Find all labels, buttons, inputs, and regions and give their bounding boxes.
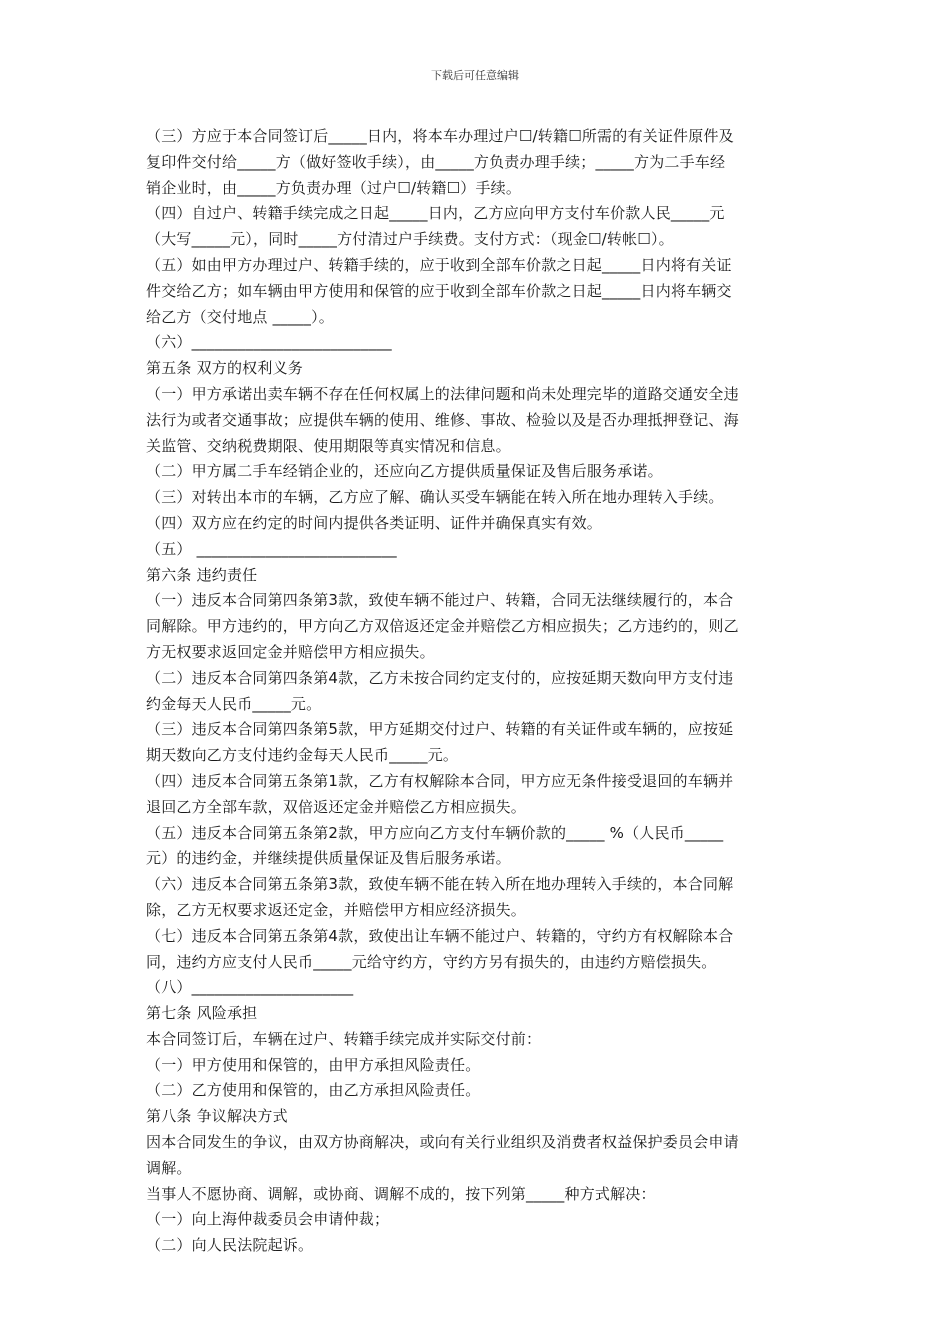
text-line: 销企业时，由_____方负责办理（过户☐/转籍☐）手续。: [146, 178, 522, 197]
text-line: 本合同签订后，车辆在过户、转籍手续完成并实际交付前：: [146, 1029, 542, 1048]
text-line: 除，乙方无权要求返还定金，并赔偿甲方相应经济损失。: [146, 900, 527, 919]
text-line: （六）违反本合同第五条第3款，致使车辆不能在转入所在地办理转入手续的，本合同解: [146, 875, 734, 894]
text-line: 同解除。甲方违约的，甲方向乙方双倍返还定金并赔偿乙方相应损失；乙方违约的，则乙: [146, 617, 739, 636]
text-line: 第八条 争议解决方式: [146, 1107, 288, 1126]
text-line: （四）双方应在约定的时间内提供各类证明、证件并确保真实有效。: [146, 513, 603, 532]
text-line: （六）__________________________: [146, 333, 392, 352]
text-line: 第七条 风险承担: [146, 1004, 258, 1023]
text-line: （一）甲方使用和保管的，由甲方承担风险责任。: [146, 1055, 481, 1074]
text-line: 件交给乙方；如车辆由甲方使用和保管的应于收到全部车价款之日起_____日内将车辆交: [146, 281, 732, 300]
text-line: 退回乙方全部车款，双倍返还定金并赔偿乙方相应损失。: [146, 797, 527, 816]
text-line: （一）向上海仲裁委员会申请仲裁；: [146, 1210, 390, 1229]
text-line: （四）违反本合同第五条第1款，乙方有权解除本合同，甲方应无条件接受退回的车辆并: [146, 771, 734, 790]
text-line: （五） __________________________: [146, 539, 397, 558]
text-line: 因本合同发生的争议，由双方协商解决，或向有关行业组织及消费者权益保护委员会申请: [146, 1133, 739, 1152]
text-line: 元）的违约金，并继续提供质量保证及售后服务承诺。: [146, 849, 511, 868]
text-line: （二）向人民法院起诉。: [146, 1236, 314, 1255]
text-line: 约金每天人民币_____元。: [146, 694, 322, 713]
document-body: [146, 124, 806, 1259]
text-line: 给乙方（交付地点 _____）。: [146, 307, 334, 326]
text-line: 同，违约方应支付人民币_____元给守约方，守约方另有损失的，由违约方赔偿损失。: [146, 952, 717, 971]
text-line: （三）对转出本市的车辆，乙方应了解、确认买受车辆能在转入所在地办理转入手续。: [146, 488, 724, 507]
page-header: 下载后可任意编辑: [431, 69, 519, 82]
text-line: （三）方应于本合同签订后_____日内，将本车办理过户☐/转籍☐所需的有关证件原件及: [146, 127, 734, 145]
text-line: （大写_____元），同时_____方付清过户手续费。支付方式：（现金☐/转帐☐）。: [146, 230, 674, 249]
text-line: 关监管、交纳税费期限、使用期限等真实情况和信息。: [146, 436, 511, 455]
text-line: （二）乙方使用和保管的，由乙方承担风险责任。: [146, 1081, 481, 1100]
text-line: 当事人不愿协商、调解，或协商、调解不成的，按下列第_____种方式解决：: [146, 1184, 656, 1203]
text-line: 第六条 违约责任: [146, 565, 258, 584]
text-line: （二）甲方属二手车经销企业的，还应向乙方提供质量保证及售后服务承诺。: [146, 462, 663, 481]
text-line: 调解。: [146, 1158, 192, 1177]
text-line: 法行为或者交通事故；应提供车辆的使用、维修、事故、检验以及是否办理抵押登记、海: [146, 410, 739, 429]
text-line: 期天数向乙方支付违约金每天人民币_____元。: [146, 746, 459, 765]
text-line: （二）违反本合同第四条第4款，乙方未按合同约定支付的，应按延期天数向甲方支付违: [146, 668, 734, 687]
text-line: （四）自过户、转籍手续完成之日起_____日内，乙方应向甲方支付车价款人民_____元: [146, 204, 725, 223]
text-line: （八）_____________________: [146, 978, 354, 997]
text-line: 方无权要求返回定金并赔偿甲方相应损失。: [146, 642, 435, 661]
text-line: 复印件交付给_____方（做好签收手续），由_____方负责办理手续；_____方为二手车经: [146, 152, 726, 171]
text-line: （七）违反本合同第五条第4款，致使出让车辆不能过户、转籍的，守约方有权解除本合: [146, 926, 734, 945]
text-line: （一）甲方承诺出卖车辆不存在任何权属上的法律问题和尚未处理完毕的道路交通安全违: [146, 384, 739, 403]
text-line: （一）违反本合同第四条第3款，致使车辆不能过户、转籍，合同无法继续履行的，本合: [146, 591, 734, 610]
text-line: （三）违反本合同第四条第5款，甲方延期交付过户、转籍的有关证件或车辆的，应按延: [146, 720, 734, 739]
text-line: 第五条 双方的权利义务: [146, 359, 303, 378]
text-line: （五）如由甲方办理过户、转籍手续的，应于收到全部车价款之日起_____日内将有关证: [146, 255, 732, 274]
text-line: （五）违反本合同第五条第2款，甲方应向乙方支付车辆价款的_____ %（人民币_____: [146, 823, 724, 842]
